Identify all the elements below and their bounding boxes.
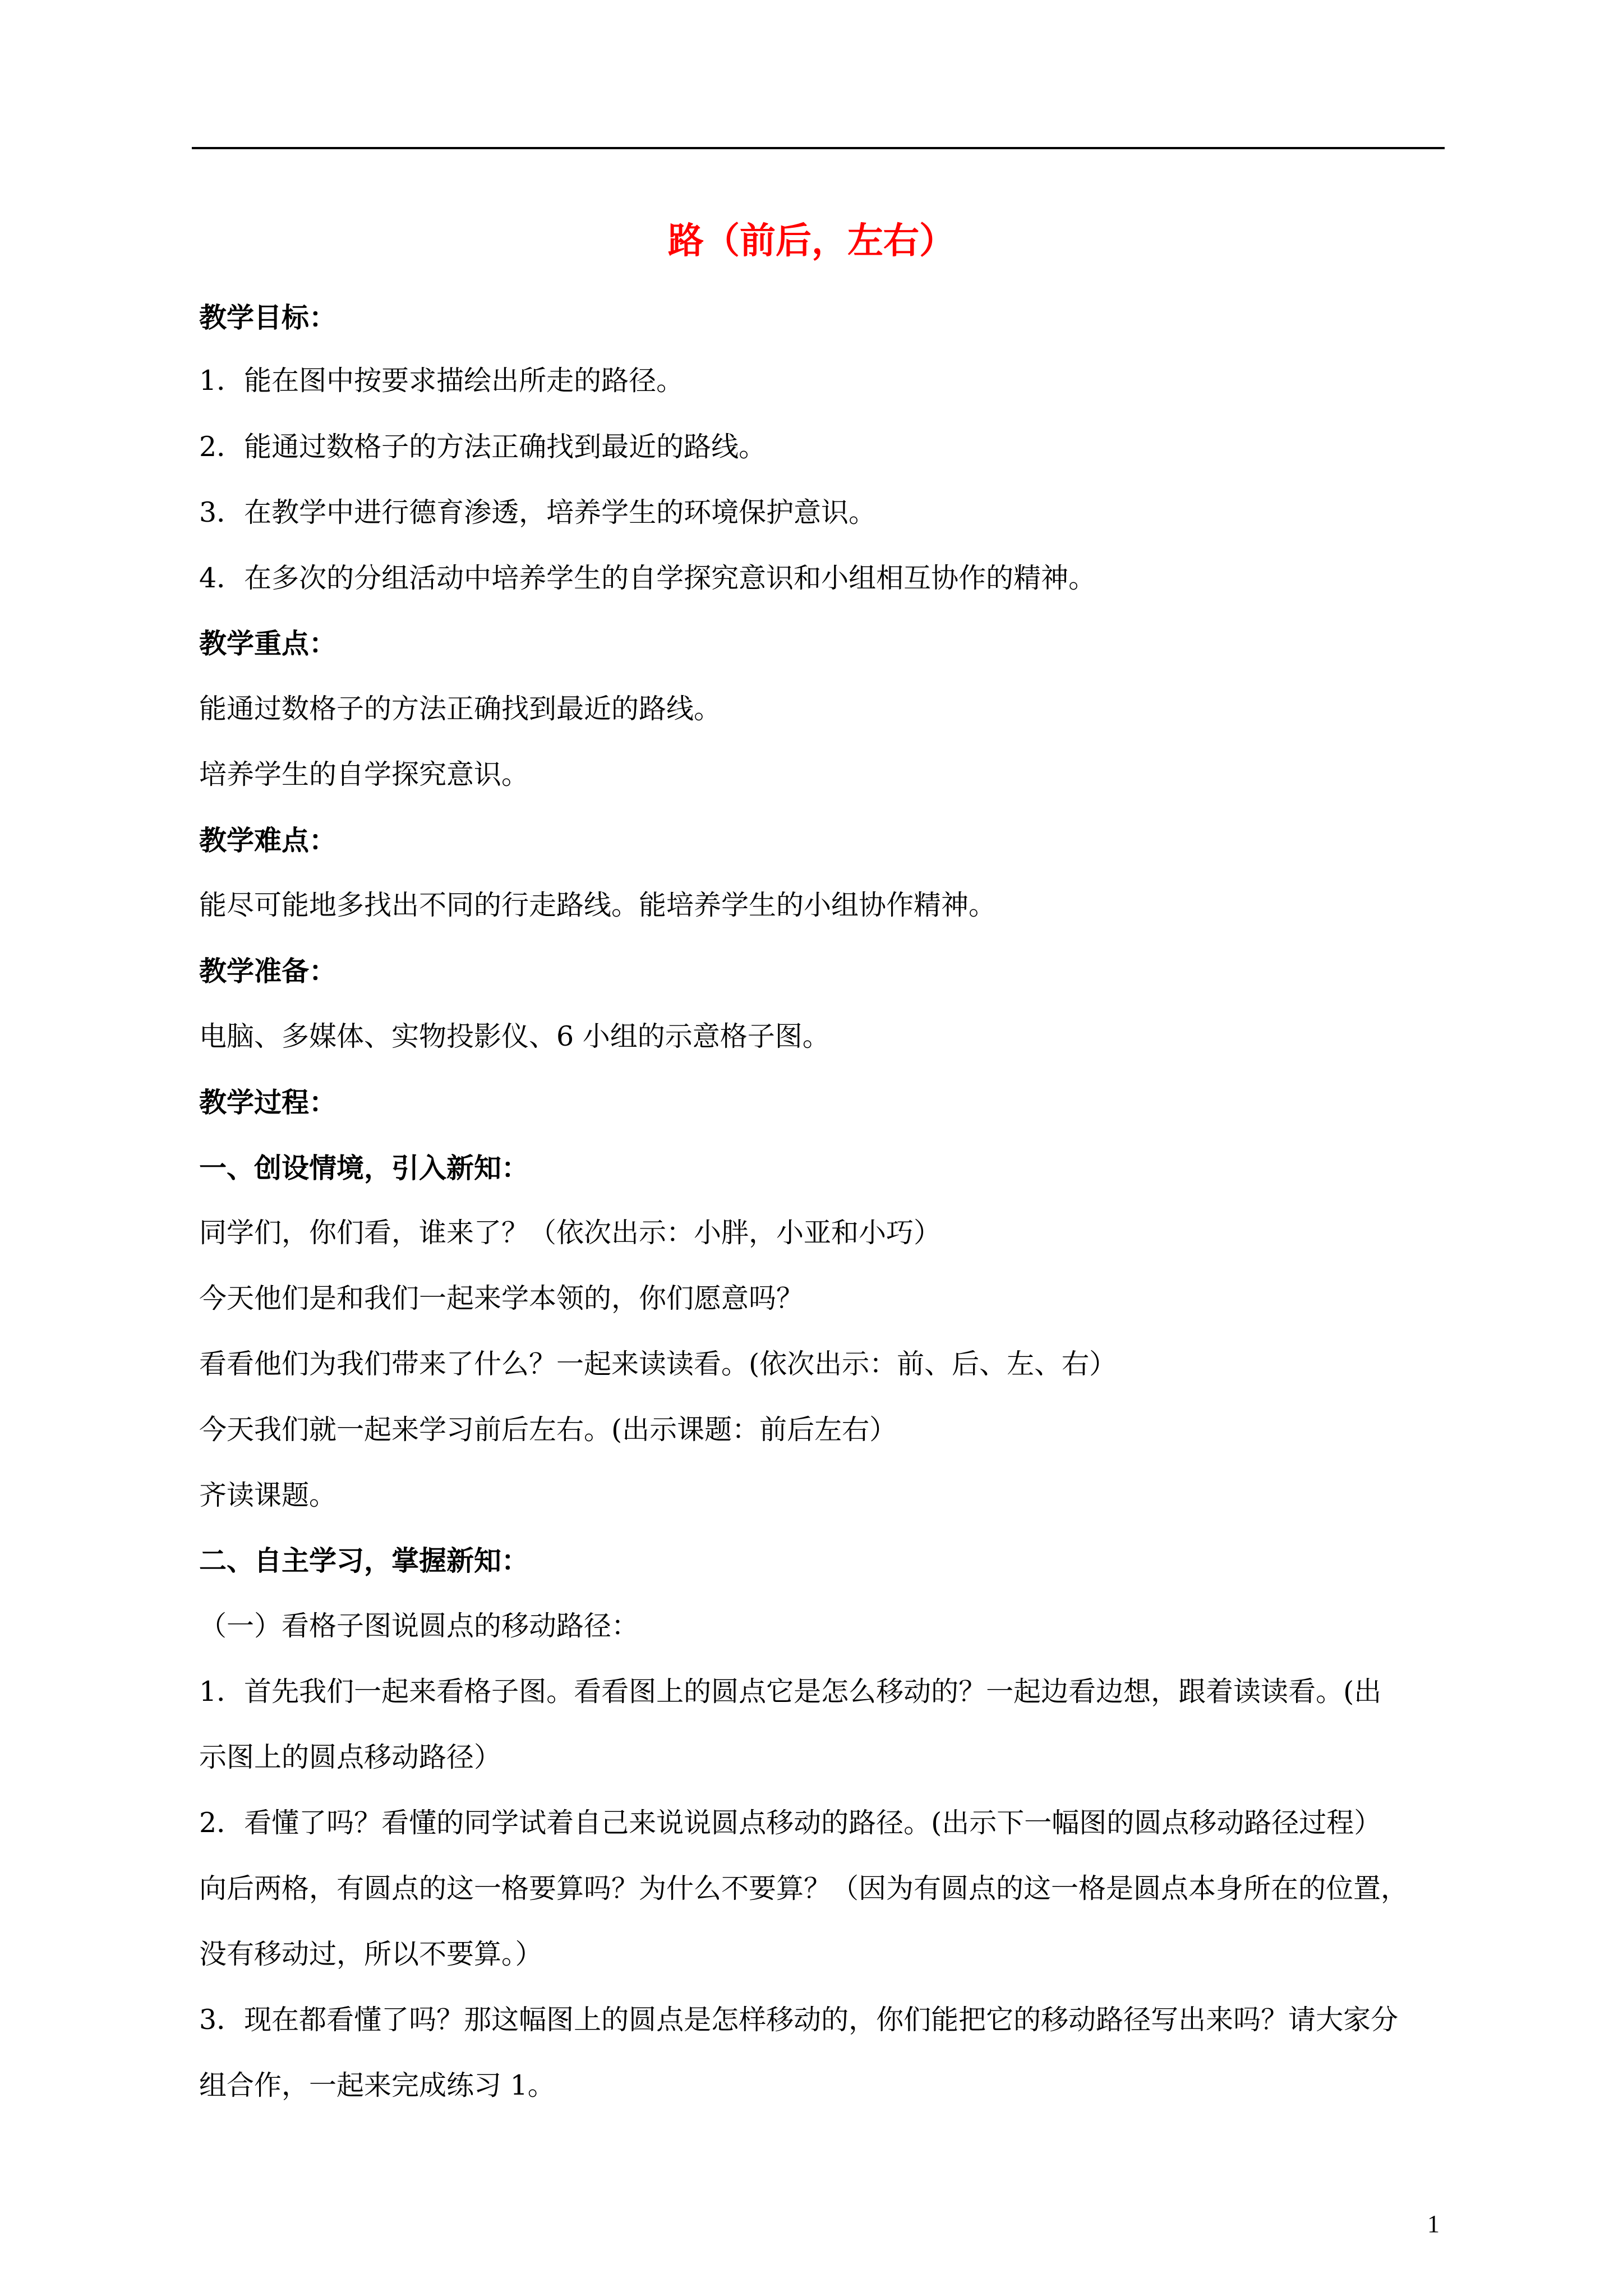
section-2-item: 1．首先我们一起来看格子图。看看图上的圆点它是怎么移动的？一起边看边想，跟着读读看。(出 [199,1676,1382,1708]
section-2-heading: 二、自主学习，掌握新知： [199,1544,529,1577]
section-2-item: 2．看懂了吗？看懂的同学试着自己来说说圆点移动的路径。(出示下一幅图的圆点移动路径过程） [199,1807,1382,1839]
process-heading: 教学过程： [199,1086,337,1119]
section-1-item: 今天我们就一起来学习前后左右。(出示课题：前后左右） [199,1414,897,1446]
difficulty-item: 能尽可能地多找出不同的行走路线。能培养学生的小组协作精神。 [199,889,997,921]
section-1-item: 今天他们是和我们一起来学本领的，你们愿意吗？ [199,1282,804,1314]
section-2-item: 组合作，一起来完成练习 1。 [199,2069,555,2101]
objectives-heading: 教学目标： [199,301,337,334]
section-1-item: 看看他们为我们带来了什么？一起来读读看。(依次出示：前、后、左、右） [199,1348,1117,1380]
section-2-item: 3．现在都看懂了吗？那这幅图上的圆点是怎样移动的，你们能把它的移动路径写出来吗？请大家分 [199,2004,1399,2036]
key-point-item: 能通过数格子的方法正确找到最近的路线。 [199,693,722,725]
section-1-heading: 一、创设情境，引入新知： [199,1152,529,1184]
difficulties-heading: 教学难点： [199,824,337,857]
key-points-heading: 教学重点： [199,627,337,660]
section-2-subheading: （一）看格子图说圆点的移动路径： [199,1610,639,1642]
objective-item: 1．能在图中按要求描绘出所走的路径。 [199,365,684,397]
objective-item: 4．在多次的分组活动中培养学生的自学探究意识和小组相互协作的精神。 [199,562,1096,594]
document-title: 路（前后，左右） [668,220,955,262]
preparation-item: 电脑、多媒体、实物投影仪、6 小组的示意格子图。 [199,1020,830,1052]
section-2-item: 没有移动过，所以不要算。） [199,1938,543,1970]
section-2-item: 示图上的圆点移动路径） [199,1741,502,1773]
header-rule [192,147,1445,149]
objective-item: 3．在教学中进行德育渗透，培养学生的环境保护意识。 [199,496,877,528]
section-1-item: 同学们，你们看，谁来了？（依次出示：小胖，小亚和小巧） [199,1217,942,1249]
preparation-heading: 教学准备： [199,955,337,987]
objective-item: 2．能通过数格子的方法正确找到最近的路线。 [199,431,767,463]
section-1-item: 齐读课题。 [199,1479,337,1511]
page-number: 1 [1427,2210,1440,2238]
section-2-item: 向后两格，有圆点的这一格要算吗？为什么不要算？（因为有圆点的这一格是圆点本身所在的位置， [199,1872,1409,1904]
key-point-item: 培养学生的自学探究意识。 [199,758,529,790]
